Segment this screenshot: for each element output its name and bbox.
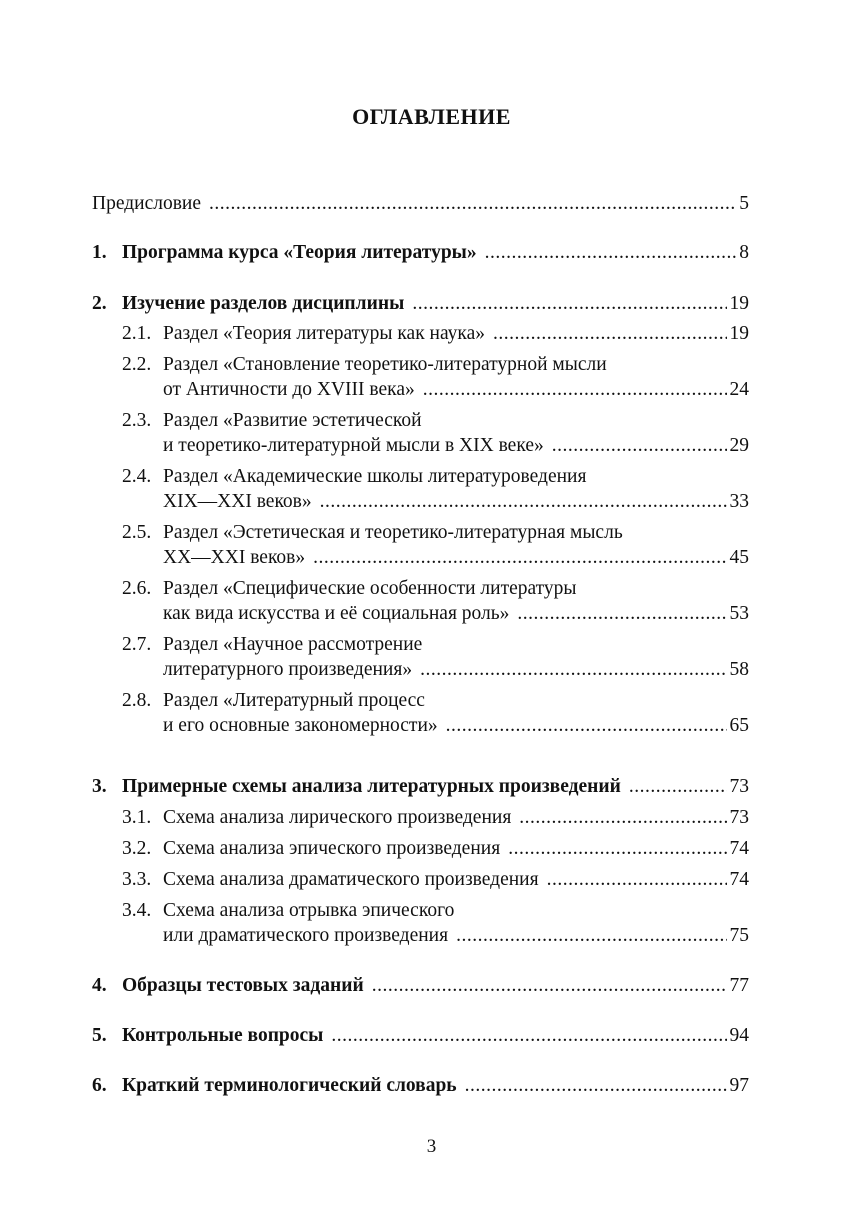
section-number: 3.1.: [122, 807, 152, 828]
toc-entry-text: и теоретико-литературной мысли в XIX веке»: [163, 435, 544, 456]
toc-page-number: 75: [729, 925, 749, 946]
toc-page-number: 94: [729, 1025, 749, 1046]
leader-dots: [372, 974, 727, 998]
toc-entry-first-line: Раздел «Специфические особенности литературы: [163, 578, 577, 599]
toc-entry-text: Краткий терминологический словарь: [122, 1075, 457, 1096]
toc-page-number: 73: [729, 807, 749, 828]
leader-dots: [519, 806, 726, 830]
toc-page-number: 29: [729, 435, 749, 456]
toc-entry-first-line: Раздел «Научное рассмотрение: [163, 634, 423, 655]
toc-page-number: 8: [739, 242, 749, 263]
section-number: 3.2.: [122, 838, 152, 859]
leader-dots: [456, 924, 726, 948]
leader-dots: [313, 546, 726, 570]
toc-page-number: 77: [729, 975, 749, 996]
toc-page-number: 74: [729, 869, 749, 890]
toc-entry-section-2-8[interactable]: [163, 714, 749, 738]
toc-entry-text: от Античности до XVIII века»: [163, 379, 415, 400]
toc-entry-first-line: Схема анализа отрывка эпического: [163, 900, 455, 921]
toc-entry-section-3-3[interactable]: [163, 868, 749, 892]
section-number: 5.: [92, 1025, 107, 1046]
toc-entry-text: Схема анализа эпического произведения: [163, 838, 501, 859]
toc-entry-text: Раздел «Теория литературы как наука»: [163, 323, 485, 344]
section-number: 1.: [92, 242, 107, 263]
toc-entry-section-2-3[interactable]: [163, 434, 749, 458]
toc-entry-text: XX—XXI веков»: [163, 547, 306, 568]
toc-entry-section-3-2[interactable]: [163, 837, 749, 861]
toc-entry-section-2-6[interactable]: [163, 602, 749, 626]
section-number: 3.3.: [122, 869, 152, 890]
leader-dots: [446, 714, 727, 738]
toc-entry-section-1[interactable]: [122, 241, 749, 265]
toc-entry-text: Схема анализа драматического произведения: [163, 869, 539, 890]
leader-dots: [331, 1024, 726, 1048]
leader-dots: [547, 868, 727, 892]
toc-entry-text: или драматического произведения: [163, 925, 449, 946]
toc-entry-text: и его основные закономерности»: [163, 715, 438, 736]
toc-page-number: 73: [729, 776, 749, 797]
toc-entry-section-4[interactable]: [122, 974, 749, 998]
toc-entry-preface[interactable]: [92, 192, 749, 216]
section-number: 4.: [92, 975, 107, 996]
leader-dots: [485, 241, 737, 265]
leader-dots: [320, 490, 727, 514]
page-title: ОГЛАВЛЕНИЕ: [352, 104, 511, 129]
toc-entry-section-2[interactable]: [122, 292, 749, 316]
toc-entry-section-2-1[interactable]: [163, 322, 749, 346]
toc-page-number: 58: [729, 659, 749, 680]
leader-dots: [517, 602, 726, 626]
leader-dots: [465, 1074, 727, 1098]
leader-dots: [508, 837, 726, 861]
leader-dots: [423, 378, 727, 402]
toc-page-number: 24: [729, 379, 749, 400]
toc-entry-section-6[interactable]: [122, 1074, 749, 1098]
toc-entry-section-2-5[interactable]: [163, 546, 749, 570]
toc-page-number: 45: [729, 547, 749, 568]
toc-entry-text: Изучение разделов дисциплины: [122, 293, 405, 314]
toc-page-number: 65: [729, 715, 749, 736]
toc-entry-text: Примерные схемы анализа литературных произведений: [122, 776, 621, 797]
section-number: 6.: [92, 1075, 107, 1096]
section-number: 3.: [92, 776, 107, 797]
leader-dots: [629, 775, 727, 799]
toc-page-number: 5: [739, 193, 749, 214]
toc-entry-first-line: Раздел «Становление теоретико-литературной мысли: [163, 354, 607, 375]
toc-entry-text: как вида искусства и её социальная роль»: [163, 603, 510, 624]
section-number: 2.2.: [122, 354, 152, 375]
toc-entry-text: Программа курса «Теория литературы»: [122, 242, 477, 263]
leader-dots: [209, 192, 736, 216]
toc-entry-section-2-4[interactable]: [163, 490, 749, 514]
toc-entry-section-3-1[interactable]: [163, 806, 749, 830]
toc-entry-first-line: Раздел «Эстетическая и теоретико-литературная мысль: [163, 522, 623, 543]
section-number: 2.4.: [122, 466, 152, 487]
toc-entry-first-line: Раздел «Литературный процесс: [163, 690, 425, 711]
section-number: 3.4.: [122, 900, 152, 921]
toc-entry-text: литературного произведения»: [163, 659, 413, 680]
section-number: 2.7.: [122, 634, 152, 655]
toc-entry-section-3[interactable]: [122, 775, 749, 799]
toc-page-number: 97: [729, 1075, 749, 1096]
section-number: 2.8.: [122, 690, 152, 711]
toc-page-number: 19: [729, 323, 749, 344]
section-number: 2.5.: [122, 522, 152, 543]
section-number: 2.1.: [122, 323, 152, 344]
page-number: 3: [426, 1136, 437, 1157]
section-number: 2.6.: [122, 578, 152, 599]
toc-page-number: 33: [729, 491, 749, 512]
toc-entry-section-2-2[interactable]: [163, 378, 749, 402]
toc-entry-first-line: Раздел «Развитие эстетической: [163, 410, 422, 431]
section-number: 2.3.: [122, 410, 152, 431]
toc-entry-text: Образцы тестовых заданий: [122, 975, 364, 996]
toc-page-number: 74: [729, 838, 749, 859]
toc-entry-text: XIX—XXI веков»: [163, 491, 312, 512]
leader-dots: [420, 658, 726, 682]
toc-entry-text: Схема анализа лирического произведения: [163, 807, 512, 828]
toc-entry-first-line: Раздел «Академические школы литературоведения: [163, 466, 587, 487]
section-number: 2.: [92, 293, 107, 314]
toc-page-number: 19: [729, 293, 749, 314]
toc-entry-section-5[interactable]: [122, 1024, 749, 1048]
leader-dots: [493, 322, 727, 346]
toc-entry-section-3-4[interactable]: [163, 924, 749, 948]
leader-dots: [412, 292, 726, 316]
toc-entry-section-2-7[interactable]: [163, 658, 749, 682]
toc-page-number: 53: [729, 603, 749, 624]
toc-entry-text: Контрольные вопросы: [122, 1025, 324, 1046]
toc-entry-text: Предисловие: [92, 193, 202, 214]
leader-dots: [552, 434, 727, 458]
